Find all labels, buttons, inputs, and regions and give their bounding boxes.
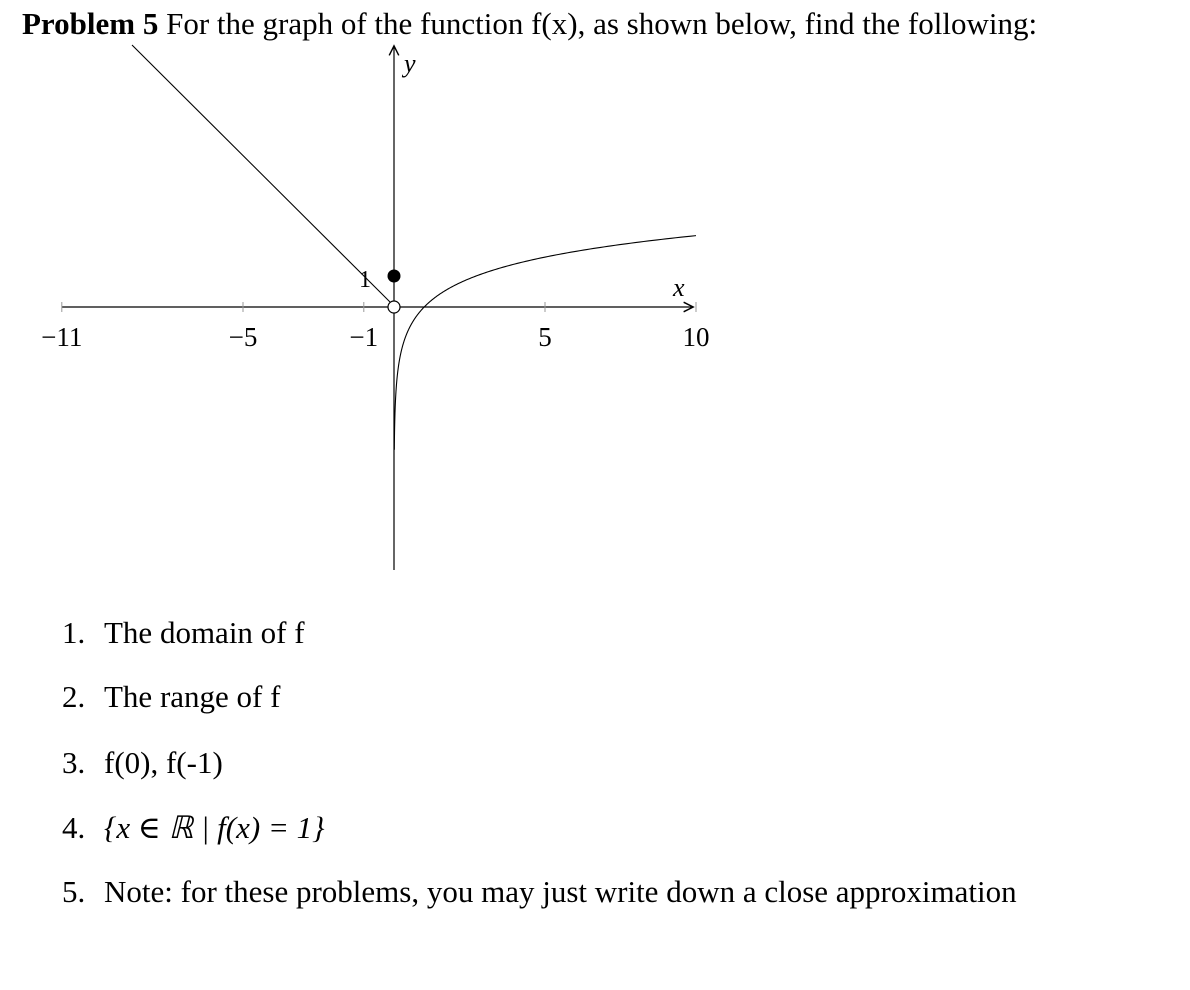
problem-label: Problem 5 [22,6,159,41]
problem-text: For the graph of the function f(x), as shown below, find the following: [166,6,1038,41]
x-tick-label: −11 [41,322,83,352]
y-axis-label: y [404,49,416,78]
linear-piece [132,45,390,302]
x-tick-label: −1 [349,322,379,352]
x-tick-label: 10 [682,322,710,352]
question-item-5: 5. Note: for these problems, you may just write down a close approximation [62,874,1017,909]
x-axis-label: x [673,273,685,302]
question-item-3: 3. f(0), f(-1) [62,745,223,780]
x-tick-label: −5 [228,322,258,352]
question-item-2: 2. The range of f [62,679,281,714]
question-item-1: 1. The domain of f [62,615,305,650]
x-tick-label: 5 [538,322,552,352]
y-point-label: 1 [359,267,371,293]
open-point [388,301,400,313]
question-item-4: 4. {x ∈ ℝ | f(x) = 1} [62,810,325,845]
closed-point [388,270,401,283]
